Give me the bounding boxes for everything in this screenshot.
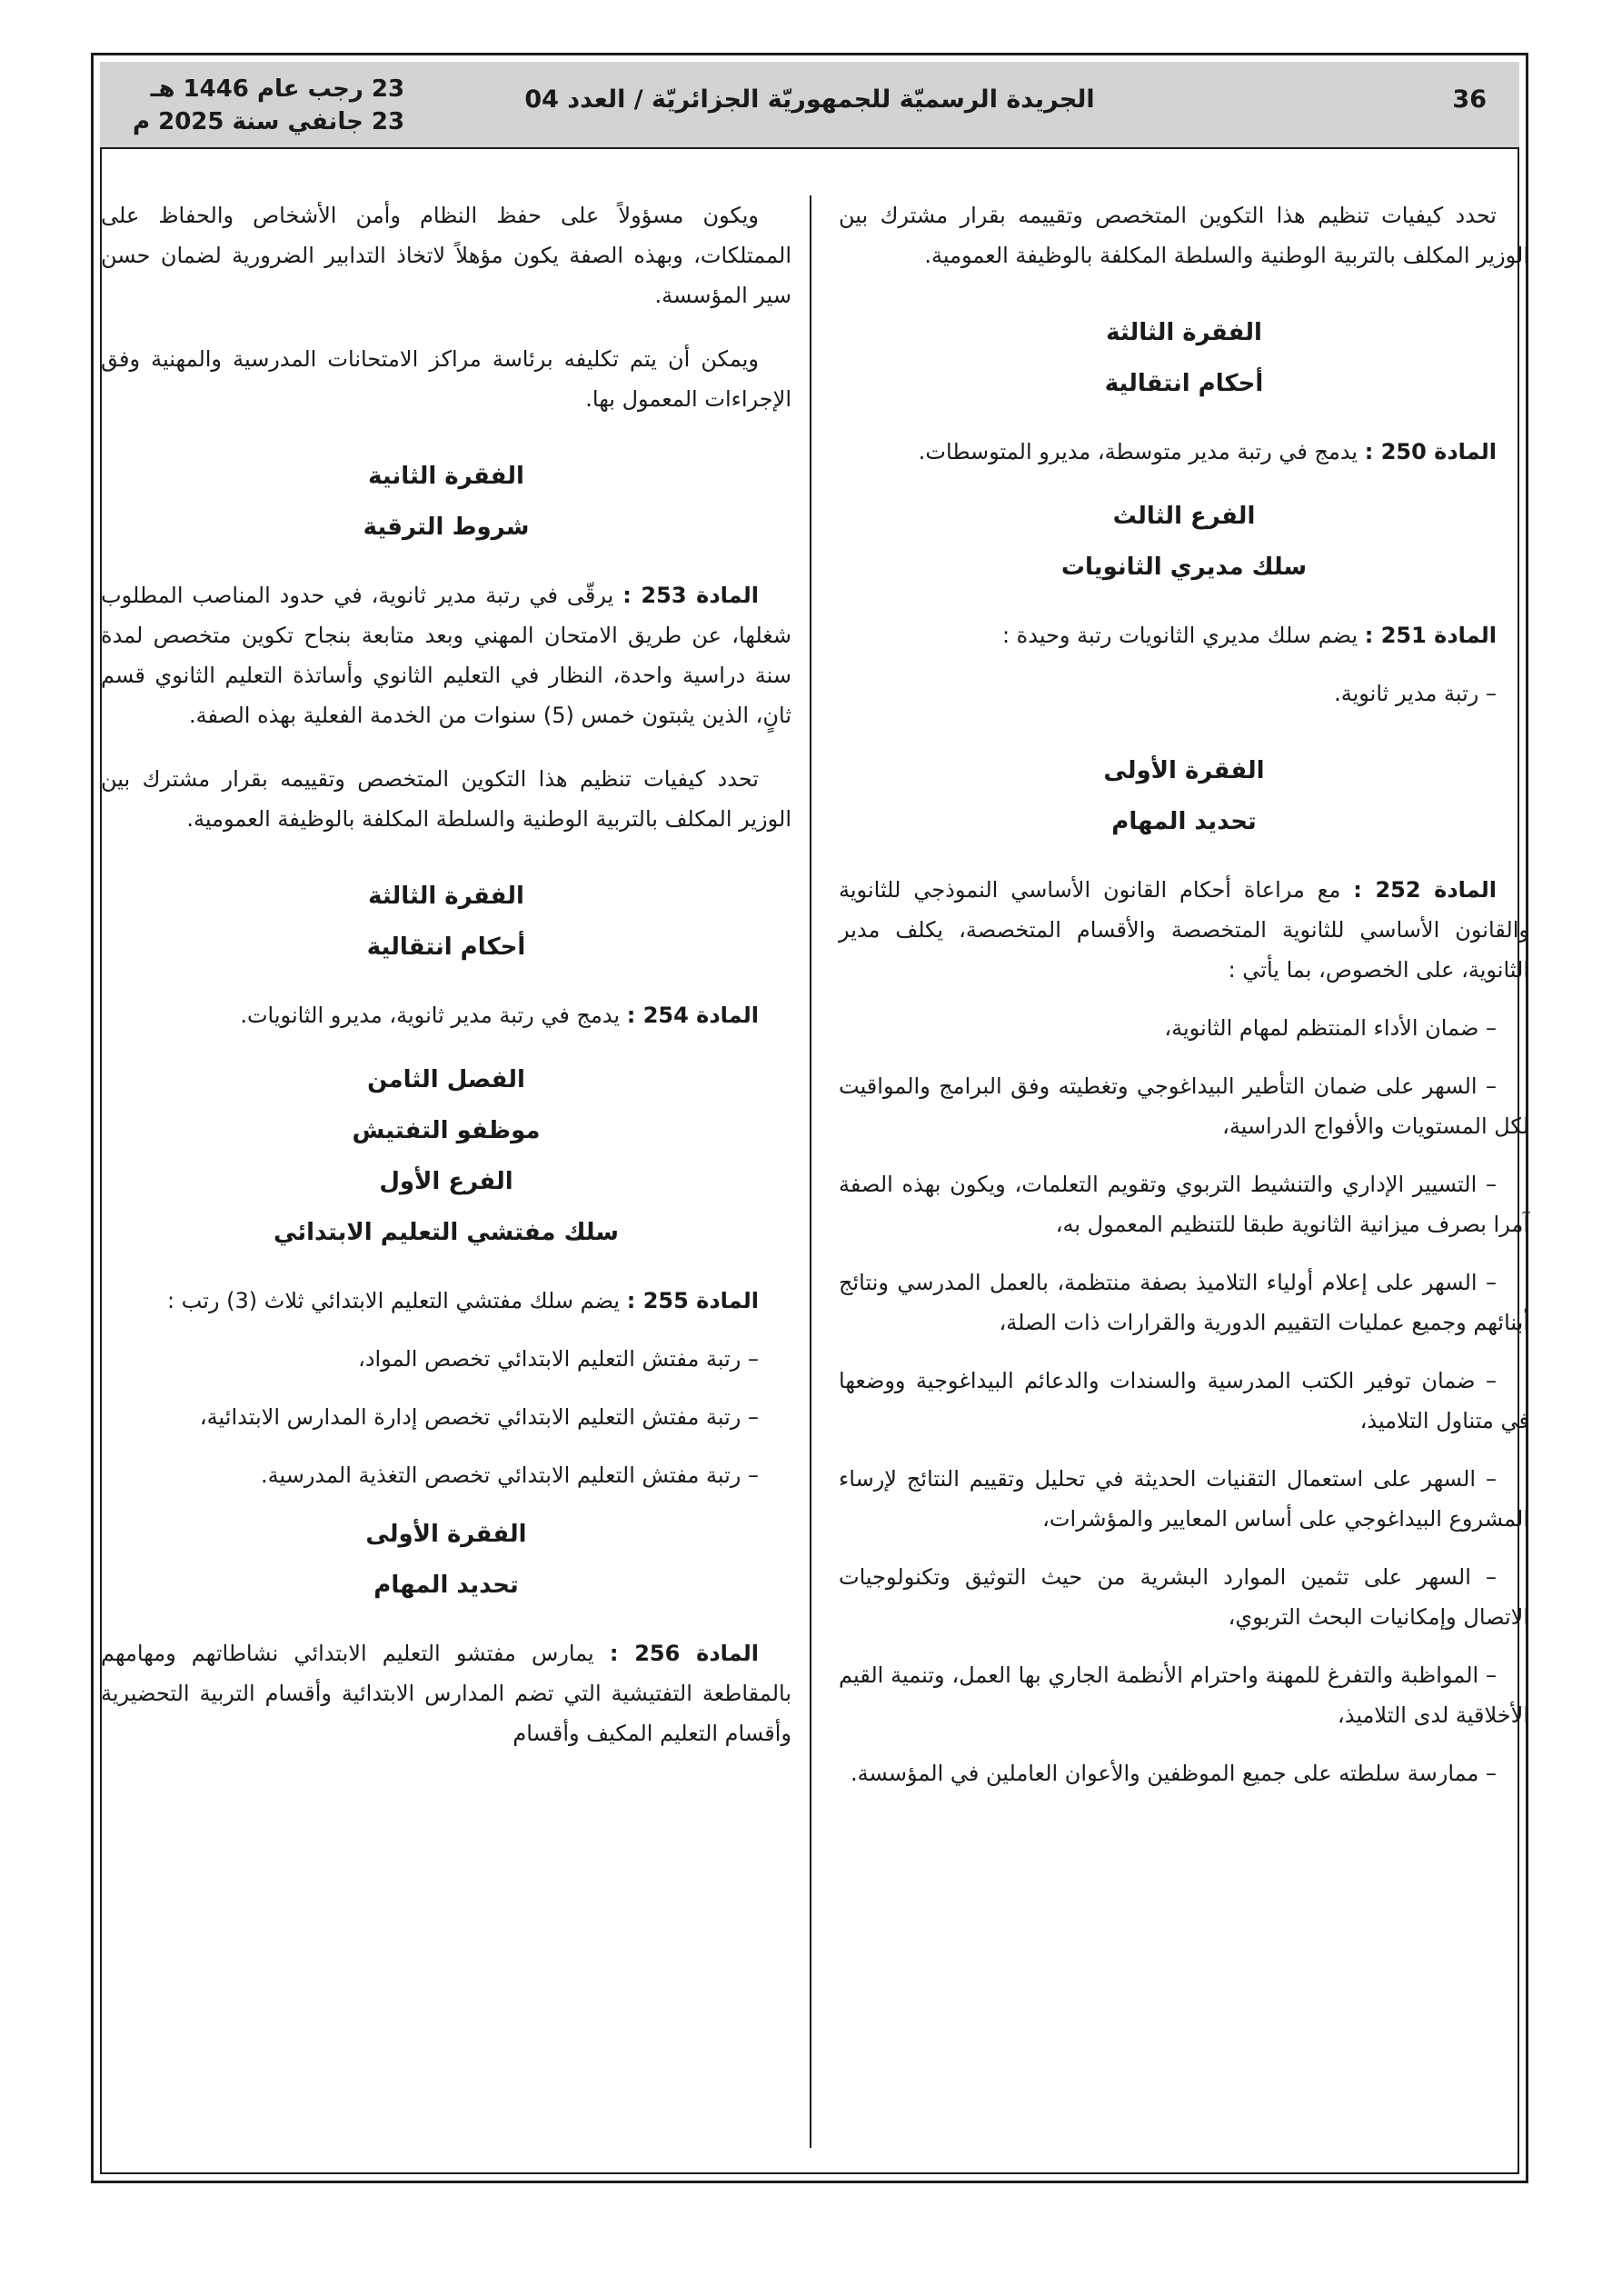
article-text: يضم سلك مفتشي التعليم الابتدائي ثلاث (3) رتب : <box>166 1288 627 1313</box>
section-heading: الفرع الأول <box>379 1168 513 1195</box>
date-gregorian: 23 جانفي سنة 2025 م <box>133 108 405 135</box>
section-heading: الفقرة الثالثة <box>368 883 524 910</box>
article-text: يمارس مفتشو التعليم الابتدائي نشاطاتهم ومهامهم بالمقاطعة التفتيشية التي تضم المدارس الابتدائية وأقسام التربية التحضيرية وأقسام التعليم المكيف وأقسام <box>101 1641 791 1746</box>
section-heading: أحكام انتقالية <box>1104 370 1264 397</box>
list-item: – السهر على تثمين الموارد البشرية من حيث التوثيق وتكنولوجيات الاتصال وإمكانيات البحث التربوي، <box>839 1564 1529 1630</box>
list-item: – ضمان الأداء المنتظم لمهام الثانوية، <box>1164 1015 1497 1041</box>
right-column <box>839 195 1529 1812</box>
article-label: المادة 252 : <box>1353 877 1498 903</box>
section-heading: سلك مفتشي التعليم الابتدائي <box>274 1219 619 1246</box>
list-item: – ممارسة سلطته على جميع الموظفين والأعوان العاملين في المؤسسة. <box>850 1761 1497 1786</box>
article-text: يضم سلك مديري الثانويات رتبة وحيدة : <box>1001 623 1365 648</box>
section-heading: تحديد المهام <box>1111 808 1257 835</box>
left-column <box>101 195 791 1777</box>
date-hijri: 23 رجب عام 1446 هـ <box>150 75 405 103</box>
column-divider <box>810 195 811 2148</box>
list-item: – رتبة مدير ثانوية. <box>1334 681 1497 706</box>
list-item: – السهر على ضمان التأطير البيداغوجي وتغطيته وفق البرامج والمواقيت لكل المستويات والأفواج الدراسية، <box>839 1073 1529 1139</box>
section-heading: أحكام انتقالية <box>366 933 526 961</box>
article-250 <box>839 432 1529 472</box>
list-item: – السهر على إعلام أولياء التلاميذ بصفة منتظمة، بالعمل المدرسي ونتائج أبنائهم وجميع عمليات التقييم الدورية والقرارات ذات الصلة، <box>839 1270 1529 1335</box>
paragraph: ويمكن أن يتم تكليفه برئاسة مراكز الامتحانات المدرسية والمهنية وفق الإجراءات المعمول بها. <box>101 346 791 412</box>
article-label: المادة 254 : <box>626 1003 759 1028</box>
list-item: – رتبة مفتش التعليم الابتدائي تخصص المواد، <box>358 1346 759 1372</box>
gazette-title: الجريدة الرسميّة للجمهوريّة الجزائريّة / العدد 04 <box>524 85 1095 114</box>
article-254 <box>101 995 791 1035</box>
section-heading: الفقرة الأولى <box>365 1521 527 1548</box>
issue-date <box>133 73 404 138</box>
article-label: المادة 256 : <box>609 1641 759 1666</box>
article-253 <box>101 575 791 735</box>
paragraph: تحدد كيفيات تنظيم هذا التكوين المتخصص وتقييمه بقرار مشترك بين الوزير المكلف بالتربية الوطنية والسلطة المكلفة بالوظيفة العمومية. <box>839 203 1529 268</box>
section-heading: الفقرة الثانية <box>368 463 524 490</box>
article-252 <box>839 870 1529 990</box>
chapter-heading: الفصل الثامن <box>367 1066 525 1093</box>
article-256 <box>101 1633 791 1753</box>
article-text: يرقّى في رتبة مدير ثانوية، في حدود المناصب المطلوب شغلها، عن طريق الامتحان المهني وبعد متابعة بنجاح تكوين متخصص لمدة سنة دراسية واحدة، النظار في التعليم الثانوي وأساتذة التعليم الثانوي قسم ثانٍ، الذين يثبتون خمس (5) سنوات من الخدمة الفعلية بهذه الصفة. <box>101 583 791 728</box>
article-255 <box>101 1281 791 1321</box>
section-heading: شروط الترقية <box>363 514 530 541</box>
list-item: – التسيير الإداري والتنشيط التربوي وتقويم التعلمات، ويكون بهذه الصفة آمرا بصرف ميزانية الثانوية طبقا للتنظيم المعمول به، <box>839 1172 1529 1237</box>
article-251 <box>839 615 1529 655</box>
article-label: المادة 255 : <box>626 1288 759 1313</box>
list-item: – رتبة مفتش التعليم الابتدائي تخصص إدارة المدارس الابتدائية، <box>199 1404 759 1430</box>
list-item: – المواظبة والتفرغ للمهنة واحترام الأنظمة الجاري بها العمل، وتنمية القيم الأخلاقية لدى التلاميذ، <box>839 1662 1529 1728</box>
paragraph: تحدد كيفيات تنظيم هذا التكوين المتخصص وتقييمه بقرار مشترك بين الوزير المكلف بالتربية الوطنية والسلطة المكلفة بالوظيفة العمومية. <box>101 766 791 832</box>
gazette-header <box>100 62 1519 149</box>
list-item: – رتبة مفتش التعليم الابتدائي تخصص التغذية المدرسية. <box>260 1462 759 1488</box>
article-label: المادة 251 : <box>1364 623 1497 648</box>
list-item: – ضمان توفير الكتب المدرسية والسندات والدعائم البيداغوجية ووضعها في متناول التلاميذ، <box>839 1368 1529 1433</box>
article-text: يدمج في رتبة مدير ثانوية، مديرو الثانويات. <box>240 1003 627 1028</box>
section-heading: سلك مديري الثانويات <box>1060 554 1308 581</box>
page-number: 36 <box>1452 85 1487 114</box>
chapter-heading: موظفو التفتيش <box>352 1117 541 1144</box>
section-heading: الفرع الثالث <box>1112 503 1256 530</box>
article-text: مع مراعاة أحكام القانون الأساسي النموذجي للثانوية والقانون الأساسي للثانوية المتخصصة والأقسام المتخصصة، يكلف مدير الثانوية، على الخصوص، بما يأتي : <box>839 877 1529 983</box>
article-label: المادة 253 : <box>622 583 759 608</box>
article-text: يدمج في رتبة مدير متوسطة، مديرو المتوسطات. <box>918 439 1365 464</box>
list-item: – السهر على استعمال التقنيات الحديثة في تحليل وتقييم النتائج لإرساء المشروع البيداغوجي على أساس المعايير والمؤشرات، <box>839 1466 1529 1532</box>
section-heading: الفقرة الأولى <box>1103 757 1265 784</box>
section-heading: تحديد المهام <box>373 1572 519 1599</box>
paragraph: ويكون مسؤولاً على حفظ النظام وأمن الأشخاص والحفاظ على الممتلكات، وبهذه الصفة يكون مؤهلاً لاتخاذ التدابير الضرورية لضمان حسن سير المؤسسة. <box>101 203 791 308</box>
section-heading: الفقرة الثالثة <box>1106 319 1262 346</box>
article-label: المادة 250 : <box>1364 439 1497 464</box>
